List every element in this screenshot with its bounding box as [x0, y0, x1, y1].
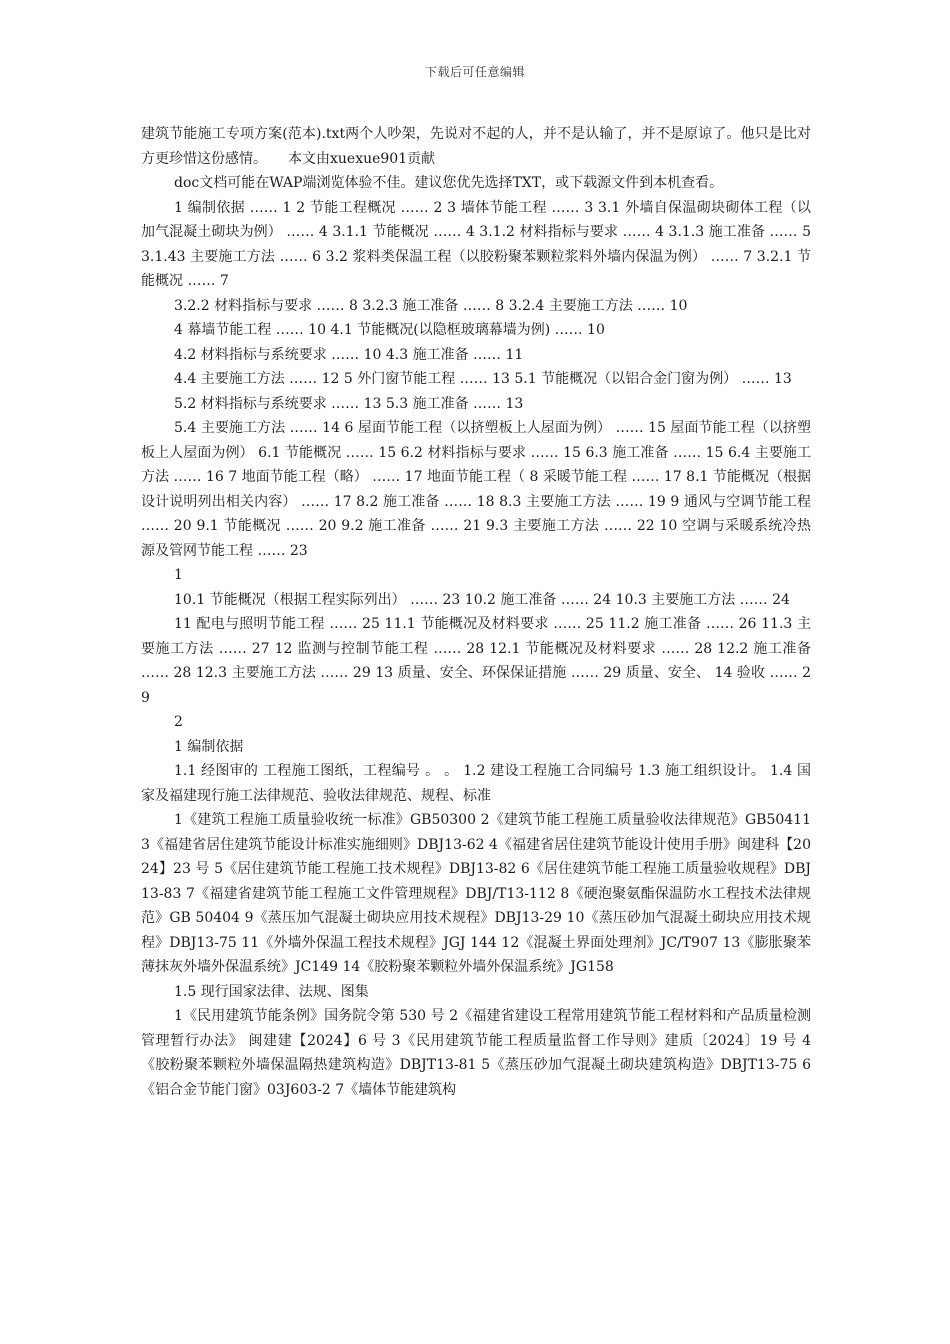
- paragraph: 10.1 节能概况（根据工程实际列出） …… 23 10.2 施工准备 …… 24 10.3 主要施工方法 …… 24: [174, 591, 790, 608]
- paragraph: 4.4 主要施工方法 …… 12 5 外门窗节能工程 …… 13 5.1 节能概况（以铝合金门窗为例） …… 13: [174, 371, 792, 387]
- page-header: 下载后可任意编辑: [424, 65, 525, 79]
- paragraph: 2: [174, 714, 183, 730]
- paragraph: 1.5 现行国家法律、法规、图集: [174, 983, 369, 1000]
- paragraph: 1: [174, 567, 183, 583]
- paragraph: 11 配电与照明节能工程 …… 25 11.1 节能概况及材料要求 …… 25 11.2 施工准备 …… 26 11.3 主要施工方法 …… 27 12 监测与控制节能工程 …… 28 12.1 节能概况及材料要求 …… 28 12.2 施工准备 …… 28 12.3 主要施工方法 …… 29 13 质量、安全、环保保证措施 …… 29 质量、安全、 14 验收 …… 29: [141, 616, 811, 706]
- paragraph: 1 编制依据 …… 1 2 节能工程概况 …… 2 3 墙体节能工程 …… 3 3.1 外墙自保温砌块砌体工程（以加气混凝土砌块为例） …… 4 3.1.1 节能概况 …… 4 3.1.2 材料指标与要求 …… 4 3.1.3 施工准备 …… 5 3.1.43 主要施工方法 …… 6 3.2 浆料类保温工程（以胶粉聚苯颗粒浆料外墙内保温为例） …… 7 3.2.1 节能概况 …… 7: [141, 199, 811, 289]
- paragraph: 1 编制依据: [174, 738, 244, 755]
- paragraph: 1《建筑工程施工质量验收统一标准》GB50300 2《建筑节能工程施工质量验收法律规范》GB50411 3《福建省居住建筑节能设计标准实施细则》DBJ13-62 4《福建省居住建筑节能设计使用手册》闽建科【2024】23 号 5《居住建筑节能工程施工技术规程》DBJ13-82 6《居住建筑节能工程施工质量验收规程》DBJ13-83 7《福建省建筑节能工程施工文件管理规程》DBJ/T13-112 8《硬泡聚氨酯保温防水工程技术法律规范》GB 50404 9《蒸压加气混凝土砌块应用技术规程》DBJ13-29 10《蒸压砂加气混凝土砌块应用技术规程》DBJ13-75 11《外墙外保温工程技术规程》JGJ 144 12《混凝土界面处理剂》JC/T907 13《膨胀聚苯薄抹灰外墙外保温系统》JC149 14《胶粉聚苯颗粒外墙外保温系统》JG158: [141, 812, 811, 975]
- paragraph: 4 幕墙节能工程 …… 10 4.1 节能概况(以隐框玻璃幕墙为例) …… 10: [174, 322, 605, 338]
- paragraph: doc文档可能在WAP端浏览体验不佳。建议您优先选择TXT，或下载源文件到本机查看。: [174, 175, 724, 191]
- paragraph: 3.2.2 材料指标与要求 …… 8 3.2.3 施工准备 …… 8 3.2.4 主要施工方法 …… 10: [174, 297, 688, 314]
- paragraph: 1《民用建筑节能条例》国务院令第 530 号 2《福建省建设工程常用建筑节能工程材料和产品质量检测管理暂行办法》 闽建建【2024】6 号 3《民用建筑节能工程质量监督工作导则》建质〔2024〕19 号 4《胶粉聚苯颗粒外墙保温隔热建筑构造》DBJT13-81 5《蒸压砂加气混凝土砌块建筑构造》DBJT13-75 6《铝合金节能门窗》03J603-2 7《墙体节能建筑构: [141, 1008, 811, 1098]
- paragraph: 建筑节能施工专项方案(范本).txt两个人吵架，先说对不起的人，并不是认输了，并不是原谅了。他只是比对方更珍惜这份感情。 本文由xuexue901贡献: [141, 126, 811, 167]
- document-body: [141, 122, 811, 1102]
- paragraph: 4.2 材料指标与系统要求 …… 10 4.3 施工准备 …… 11: [174, 346, 524, 363]
- paragraph: 5.4 主要施工方法 …… 14 6 屋面节能工程（以挤塑板上人屋面为例） …… 15 屋面节能工程（以挤塑板上人屋面为例） 6.1 节能概况 …… 15 6.2 材料指标与要求 …… 15 6.3 施工准备 …… 15 6.4 主要施工方法 …… 16 7 地面节能工程（略） …… 17 地面节能工程（ 8 采暖节能工程 …… 17 8.1 节能概况（根据设计说明列出相关内容） …… 17 8.2 施工准备 …… 18 8.3 主要施工方法 …… 19 9 通风与空调节能工程 …… 20 9.1 节能概况 …… 20 9.2 施工准备 …… 21 9.3 主要施工方法 …… 22 10 空调与采暖系统冷热源及管网节能工程 …… 23: [141, 420, 811, 559]
- paragraph: 5.2 材料指标与系统要求 …… 13 5.3 施工准备 …… 13: [174, 395, 524, 412]
- paragraph: 1.1 经图审的 工程施工图纸，工程编号 。 。 1.2 建设工程施工合同编号 1.3 施工组织设计。 1.4 国家及福建现行施工法律规范、验收法律规范、规程、标准: [141, 763, 811, 804]
